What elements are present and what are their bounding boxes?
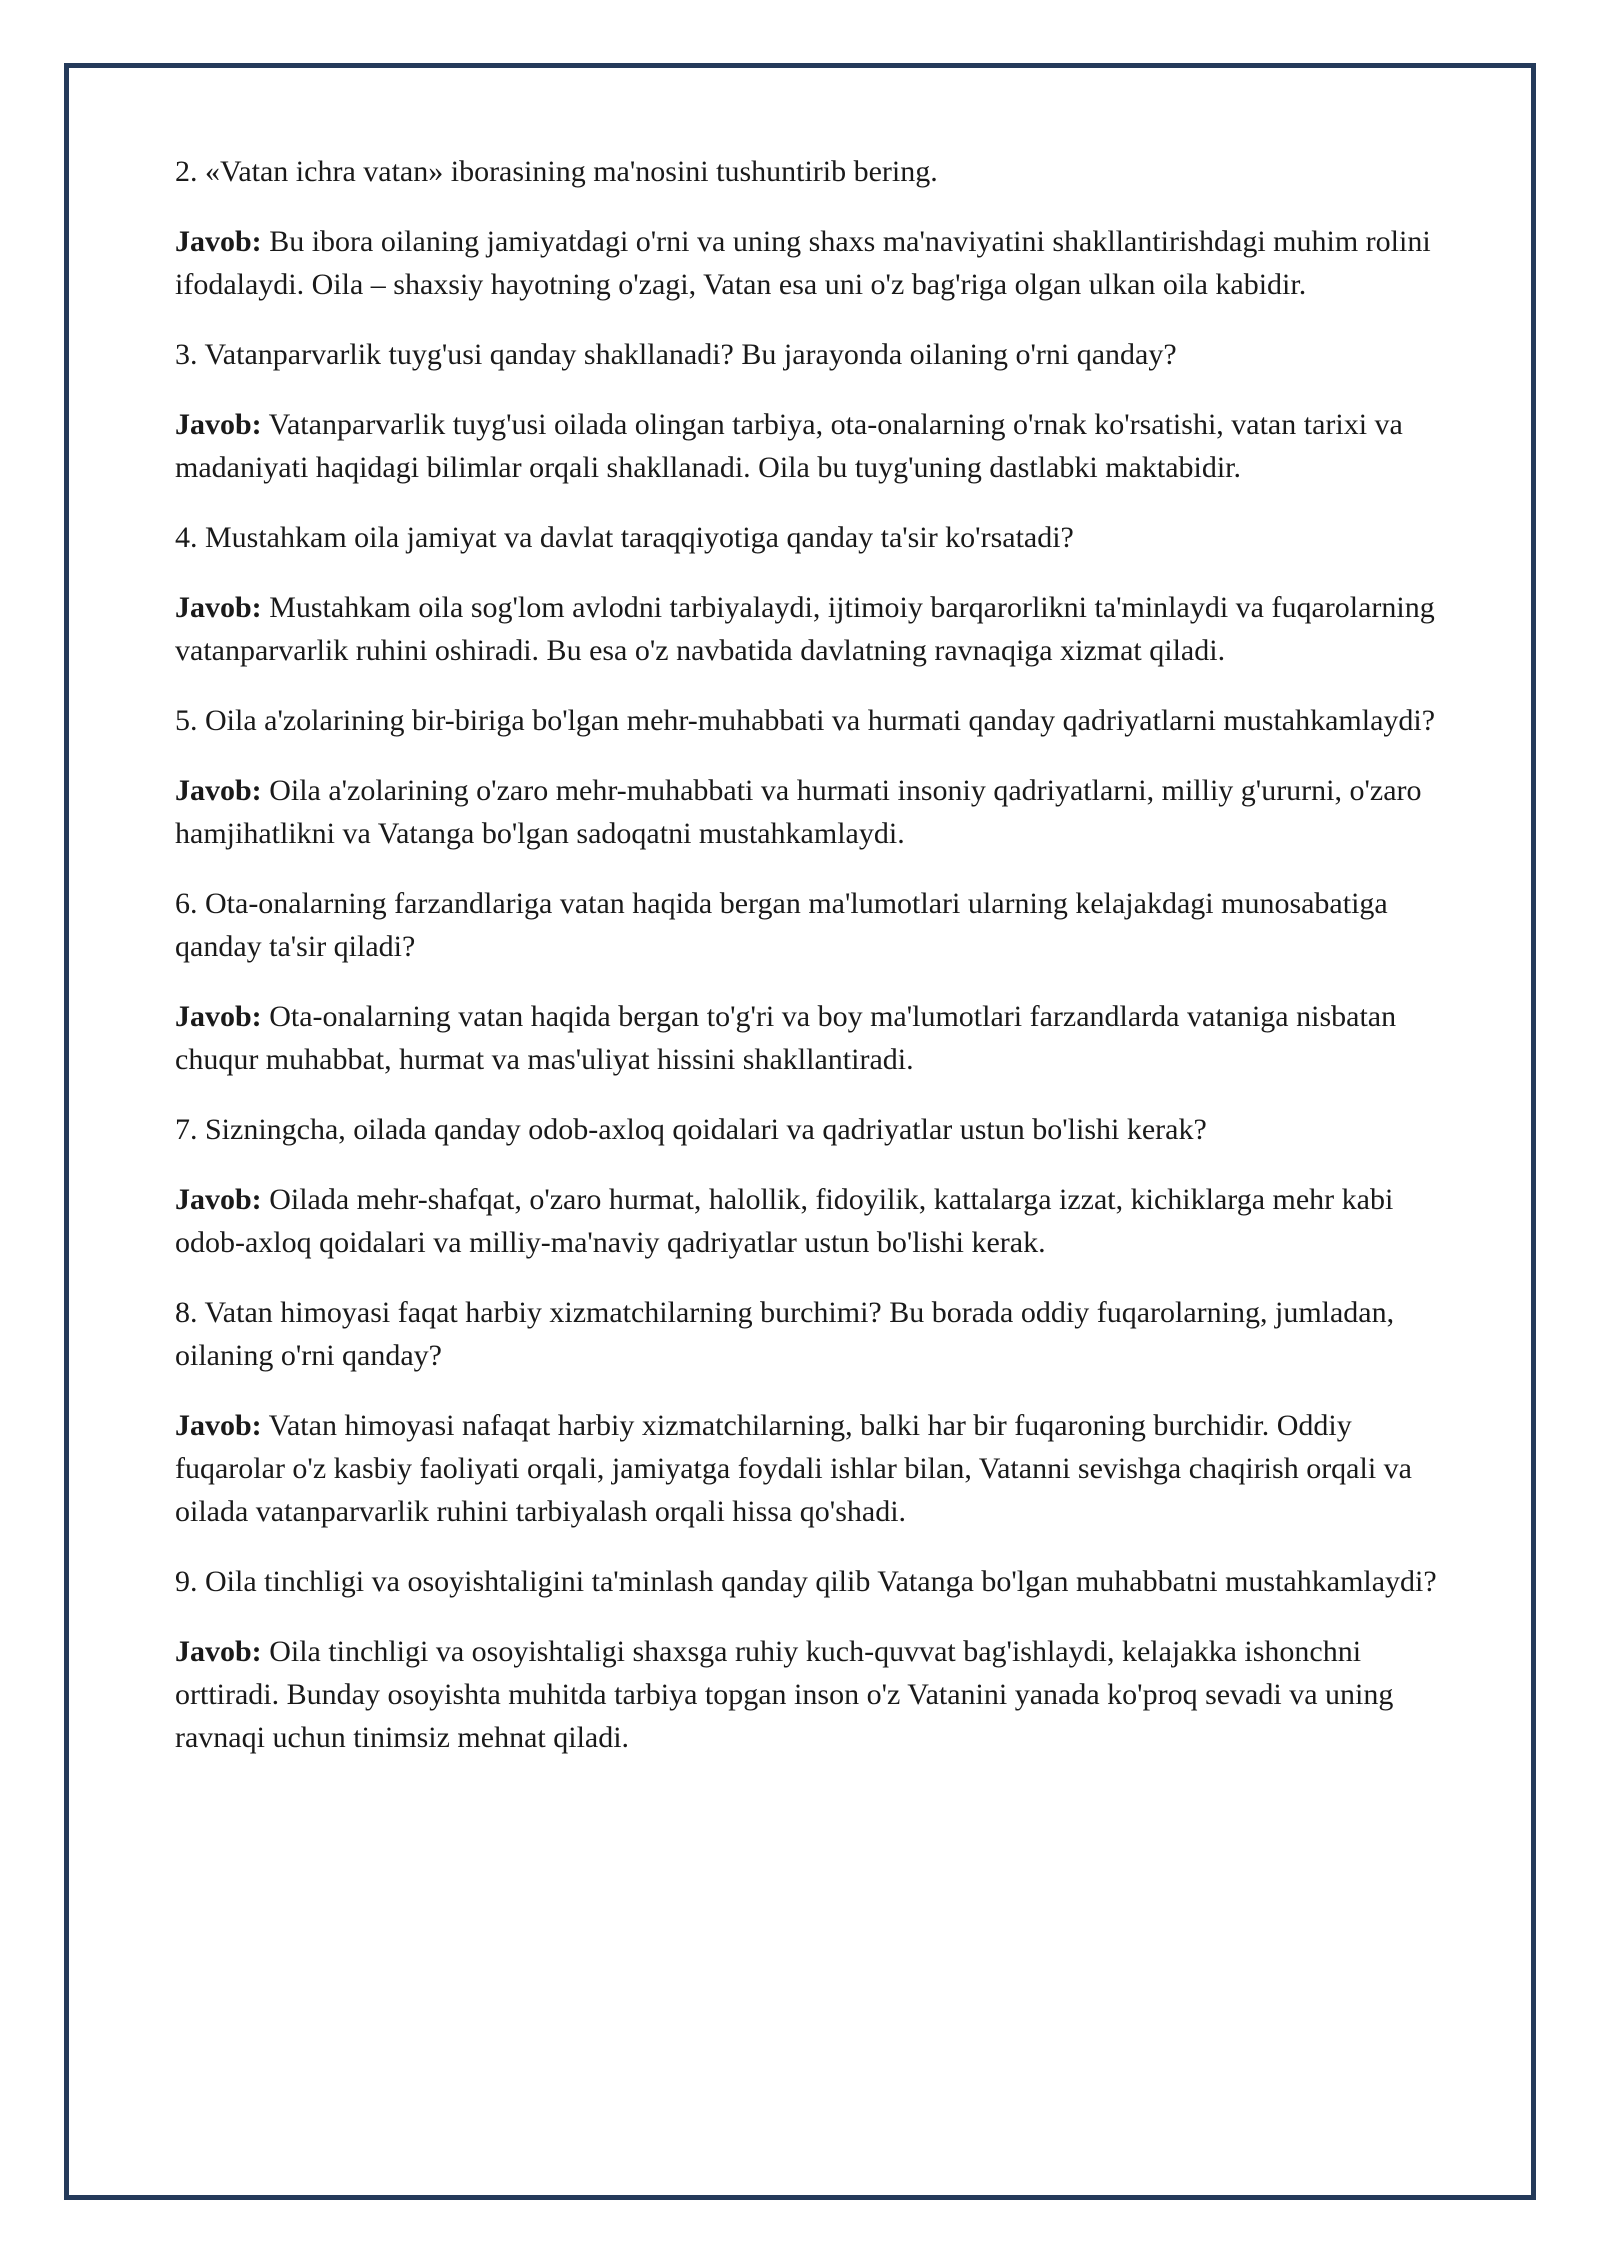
qa-item-3: [175, 333, 1440, 489]
answer-text: Bu ibora oilaning jamiyatdagi o'rni va uning shaxs ma'naviyatini shakllantirishdagi muhim rolini ifodalaydi. Oila – shaxsiy hayotning o'zagi, Vatan esa uni o'z bag'riga olgan ulkan oila kabidir.: [175, 225, 1431, 301]
answer-label: Javob:: [175, 408, 262, 441]
answer-label: Javob:: [175, 225, 262, 258]
answer-text: Oila tinchligi va osoyishtaligi shaxsga ruhiy kuch-quvvat bag'ishlaydi, kelajakka ishonchni orttiradi. Bunday osoyishta muhitda tarbiya topgan inson o'z Vatanini yanada ko'proq sevadi va uning ravnaqi uchun tinimsiz mehnat qiladi.: [175, 1635, 1394, 1754]
answer-paragraph: [175, 403, 1440, 489]
qa-item-4: [175, 516, 1440, 672]
question-text: 2. «Vatan ichra vatan» iborasining ma'nosini tushuntirib bering.: [175, 155, 938, 188]
qa-item-6: [175, 882, 1440, 1081]
document-body: [175, 150, 1440, 1786]
question-text: 7. Sizningcha, oilada qanday odob-axloq qoidalari va qadriyatlar ustun bo'lishi kerak?: [175, 1113, 1207, 1146]
answer-label: Javob:: [175, 591, 262, 624]
answer-text: Oila a'zolarining o'zaro mehr-muhabbati va hurmati insoniy qadriyatlarni, milliy g'ururni, o'zaro hamjihatlikni va Vatanga bo'lgan sadoqatni mustahkamlaydi.: [175, 774, 1422, 850]
question-text: 6. Ota-onalarning farzandlariga vatan haqida bergan ma'lumotlari ularning kelajakdagi munosabatiga qanday ta'sir qiladi?: [175, 887, 1388, 963]
qa-item-9: [175, 1560, 1440, 1759]
answer-paragraph: [175, 769, 1440, 855]
answer-label: Javob:: [175, 1183, 262, 1216]
answer-paragraph: [175, 220, 1440, 306]
answer-label: Javob:: [175, 774, 262, 807]
answer-label: Javob:: [175, 1000, 262, 1033]
answer-paragraph: [175, 586, 1440, 672]
question-text: 5. Oila a'zolarining bir-biriga bo'lgan mehr-muhabbati va hurmati qanday qadriyatlarni mustahkamlaydi?: [175, 704, 1436, 737]
answer-paragraph: [175, 995, 1440, 1081]
qa-item-2: [175, 150, 1440, 306]
qa-item-7: [175, 1108, 1440, 1264]
question-text: 9. Oila tinchligi va osoyishtaligini ta'minlash qanday qilib Vatanga bo'lgan muhabbatni mustahkamlaydi?: [175, 1565, 1437, 1598]
question-text: 3. Vatanparvarlik tuyg'usi qanday shakllanadi? Bu jarayonda oilaning o'rni qanday?: [175, 338, 1177, 371]
qa-item-5: [175, 699, 1440, 855]
answer-label: Javob:: [175, 1409, 262, 1442]
answer-text: Mustahkam oila sog'lom avlodni tarbiyalaydi, ijtimoiy barqarorlikni ta'minlaydi va fuqarolarning vatanparvarlik ruhini oshiradi. Bu esa o'z navbatida davlatning ravnaqiga xizmat qiladi.: [175, 591, 1435, 667]
answer-paragraph: [175, 1178, 1440, 1264]
answer-label: Javob:: [175, 1635, 262, 1668]
question-text: 4. Mustahkam oila jamiyat va davlat taraqqiyotiga qanday ta'sir ko'rsatadi?: [175, 521, 1074, 554]
question-text: 8. Vatan himoyasi faqat harbiy xizmatchilarning burchimi? Bu borada oddiy fuqarolarning, jumladan, oilaning o'rni qanday?: [175, 1296, 1395, 1372]
qa-item-8: [175, 1291, 1440, 1533]
answer-text: Vatanparvarlik tuyg'usi oilada olingan tarbiya, ota-onalarning o'rnak ko'rsatishi, vatan tarixi va madaniyati haqidagi bilimlar orqali shakllanadi. Oila bu tuyg'uning dastlabki maktabidir.: [175, 408, 1403, 484]
answer-text: Ota-onalarning vatan haqida bergan to'g'ri va boy ma'lumotlari farzandlarda vataniga nisbatan chuqur muhabbat, hurmat va mas'uliyat hissini shakllantiradi.: [175, 1000, 1397, 1076]
answer-text: Oilada mehr-shafqat, o'zaro hurmat, halollik, fidoyilik, kattalarga izzat, kichiklarga mehr kabi odob-axloq qoidalari va milliy-ma'naviy qadriyatlar ustun bo'lishi kerak.: [175, 1183, 1394, 1259]
answer-paragraph: [175, 1630, 1440, 1759]
answer-text: Vatan himoyasi nafaqat harbiy xizmatchilarning, balki har bir fuqaroning burchidir. Oddiy fuqarolar o'z kasbiy faoliyati orqali, jamiyatga foydali ishlar bilan, Vatanni sevishga chaqirish orqali va oilada vatanparvarlik ruhini tarbiyalash orqali hissa qo'shadi.: [175, 1409, 1412, 1528]
answer-paragraph: [175, 1404, 1440, 1533]
